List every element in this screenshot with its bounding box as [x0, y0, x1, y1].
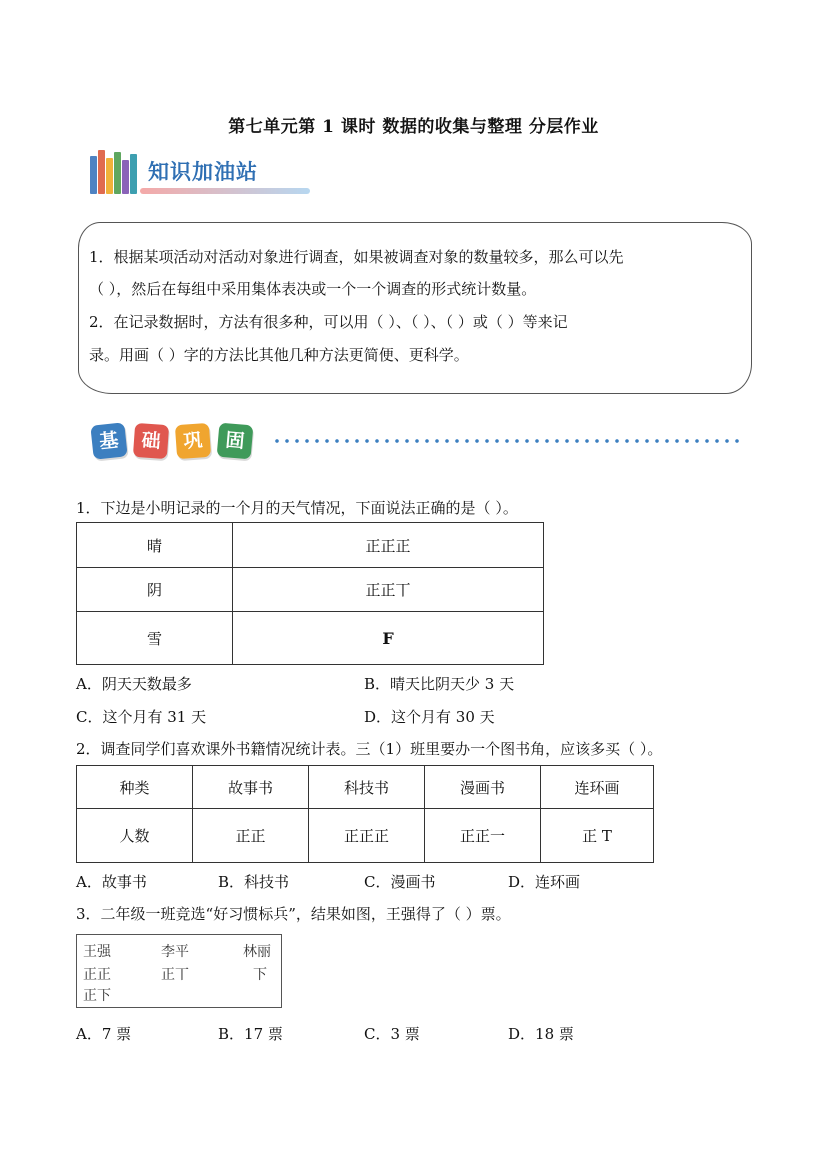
table-cell: 正 T: [541, 809, 654, 863]
basic-banner-char-1: 基: [90, 422, 127, 459]
table-header-cell: 故事书: [193, 766, 309, 809]
candidate-tally: 正丅: [161, 967, 189, 983]
q3-option-d[interactable]: D．18 票: [508, 1025, 574, 1043]
knowledge-box: [78, 222, 752, 394]
table-row: [77, 523, 544, 568]
candidate-name: 王强: [83, 944, 111, 960]
table-header-cell: 科技书: [309, 766, 425, 809]
weather-label: 晴: [77, 523, 233, 568]
question-3-text: 3．二年级一班竞选“好习惯标兵”，结果如图，王强得了（ ）票。: [76, 905, 511, 923]
candidate-name: 林丽: [243, 944, 271, 960]
q1-option-c[interactable]: C．这个月有 31 天: [76, 708, 207, 726]
table-header-cell: 连环画: [541, 766, 654, 809]
knowledge-line-4: 录。用画（ ）字的方法比其他几种方法更简便、更科学。: [89, 346, 469, 364]
table-cell: 正正正: [309, 809, 425, 863]
question-1-text: 1．下边是小明记录的一个月的天气情况，下面说法正确的是（ ）。: [76, 499, 518, 517]
candidate-tally: 正下: [83, 988, 111, 1004]
table-cell: 正正: [193, 809, 309, 863]
table-row: [77, 809, 654, 863]
q1-option-d[interactable]: D．这个月有 30 天: [364, 708, 495, 726]
knowledge-line-3: 2．在记录数据时，方法有很多种，可以用（ ）、（ ）、（ ）或（ ）等来记: [89, 313, 568, 331]
q1-option-a[interactable]: A．阴天天数最多: [76, 675, 192, 693]
table-row: [77, 568, 544, 612]
basic-banner-char-4: 固: [217, 423, 254, 460]
candidate-tally: 下: [253, 967, 267, 983]
q2-option-a[interactable]: A．故事书: [76, 873, 147, 891]
table-cell: 人数: [77, 809, 193, 863]
basic-banner: [86, 418, 746, 470]
knowledge-banner-label: 知识加油站: [148, 160, 258, 184]
knowledge-banner: [88, 150, 318, 198]
q3-option-c[interactable]: C．3 票: [364, 1025, 420, 1043]
weather-tally: 正正正: [233, 523, 544, 568]
basic-banner-char-3: 巩: [175, 423, 211, 459]
basic-banner-char-2: 础: [133, 423, 169, 459]
table-row: [77, 766, 654, 809]
weather-label: 雪: [77, 612, 233, 665]
table-cell: 正正一: [425, 809, 541, 863]
q2-option-d[interactable]: D．连环画: [508, 873, 581, 891]
candidate-name: 李平: [161, 944, 189, 960]
table-header-cell: 种类: [77, 766, 193, 809]
table-header-cell: 漫画书: [425, 766, 541, 809]
weather-tally: F: [233, 612, 544, 665]
vote-tally-box: [76, 934, 282, 1008]
q3-option-a[interactable]: A．7 票: [76, 1025, 132, 1043]
q1-option-b[interactable]: B．晴天比阴天少 3 天: [364, 675, 515, 693]
banner-swoosh: [140, 188, 310, 194]
q2-option-c[interactable]: C．漫画书: [364, 873, 436, 891]
weather-tally: 正正丅: [233, 568, 544, 612]
candidate-tally: 正正: [83, 967, 111, 983]
q2-option-b[interactable]: B．科技书: [218, 873, 290, 891]
weather-table: [76, 522, 544, 665]
question-2-text: 2．调查同学们喜欢课外书籍情况统计表。三（1）班里要办一个图书角，应该多买（ ）。: [76, 740, 663, 758]
knowledge-line-2: （ ），然后在每组中采用集体表决或一个一个调查的形式统计数量。: [89, 280, 537, 298]
books-table: [76, 765, 654, 863]
weather-label: 阴: [77, 568, 233, 612]
knowledge-line-1: 1．根据某项活动对活动对象进行调查，如果被调查对象的数量较多，那么可以先: [89, 248, 624, 266]
q3-option-b[interactable]: B．17 票: [218, 1025, 283, 1043]
page-title: 第七单元第 1 课时 数据的收集与整理 分层作业: [228, 117, 599, 137]
dotted-divider: [272, 439, 742, 443]
table-row: [77, 612, 544, 665]
